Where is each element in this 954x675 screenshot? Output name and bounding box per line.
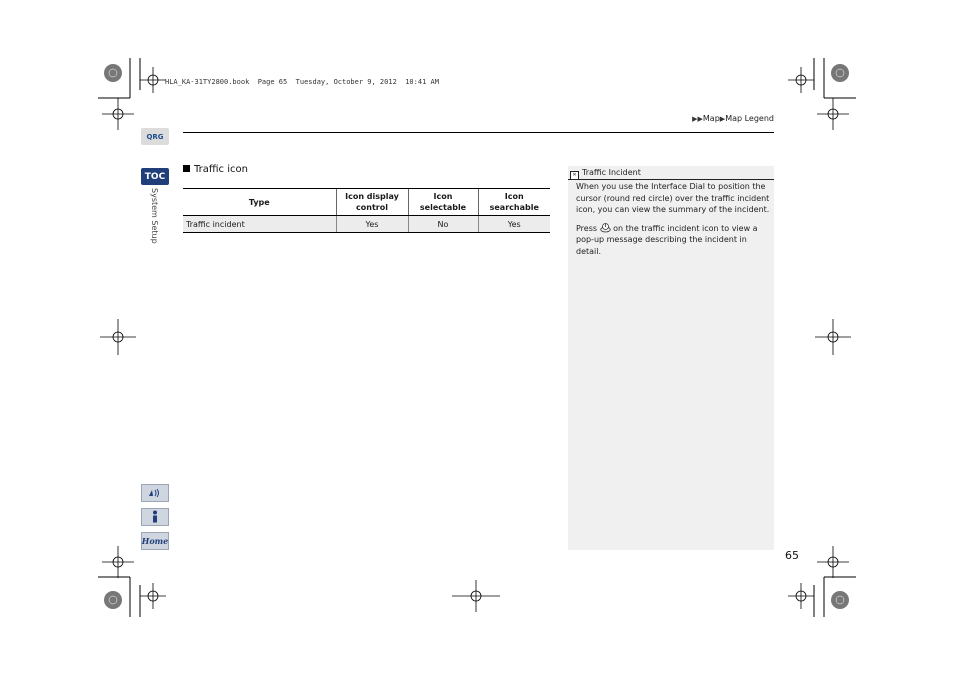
table-cell: Traffic incident	[183, 216, 336, 233]
reference-icon: ✕	[570, 171, 579, 180]
table-header-cell: Icon searchable	[478, 189, 550, 216]
interface-dial-icon	[600, 222, 611, 233]
home-icon: Home	[141, 536, 169, 546]
breadcrumb-map-legend: Map Legend	[725, 114, 774, 123]
breadcrumb-arrow-icon: ▶▶	[692, 115, 703, 123]
note-text: Press	[576, 223, 598, 233]
bullet-square-icon	[183, 165, 190, 172]
table-row	[183, 216, 550, 233]
page-number: 65	[785, 549, 799, 562]
table-cell: Yes	[336, 216, 408, 233]
table-cell: Yes	[478, 216, 550, 233]
note-panel-title	[568, 166, 774, 180]
breadcrumb-map-link[interactable]: Map	[702, 114, 720, 123]
table-header-cell: Type	[183, 189, 336, 216]
section-side-label: System Setup	[150, 188, 159, 244]
home-button[interactable]	[141, 532, 169, 550]
voice-command-button[interactable]	[141, 484, 169, 502]
table-cell: No	[408, 216, 478, 233]
toc-button[interactable]: TOC	[141, 168, 169, 185]
info-icon	[149, 510, 161, 524]
qrg-button[interactable]: QRG	[141, 128, 169, 145]
note-panel	[568, 166, 774, 550]
breadcrumb	[692, 114, 774, 123]
note-text: on the traffic incident icon to view a pop-up message describing the incident in detail.	[576, 223, 758, 256]
table-header-cell: Icon selectable	[408, 189, 478, 216]
note-paragraph: When you use the Interface Dial to position the cursor (round red circle) over the traffic incident icon, you can view the summary of the incident.	[576, 182, 770, 214]
section-title	[183, 164, 248, 175]
breadcrumb-arrow-icon: ▶	[719, 115, 726, 123]
voice-command-icon	[147, 487, 163, 499]
note-paragraph	[576, 222, 770, 258]
table-header-row	[183, 189, 550, 216]
traffic-icon-table	[183, 188, 550, 233]
note-panel-title-text: Traffic Incident	[582, 168, 641, 177]
section-title-text: Traffic icon	[194, 164, 248, 175]
note-panel-body	[576, 181, 770, 263]
print-header: HLA_KA-31TY2800.book Page 65 Tuesday, October 9, 2012 10:41 AM	[165, 78, 439, 86]
info-button[interactable]	[141, 508, 169, 526]
header-rule	[183, 132, 774, 133]
table-header-cell: Icon display control	[336, 189, 408, 216]
